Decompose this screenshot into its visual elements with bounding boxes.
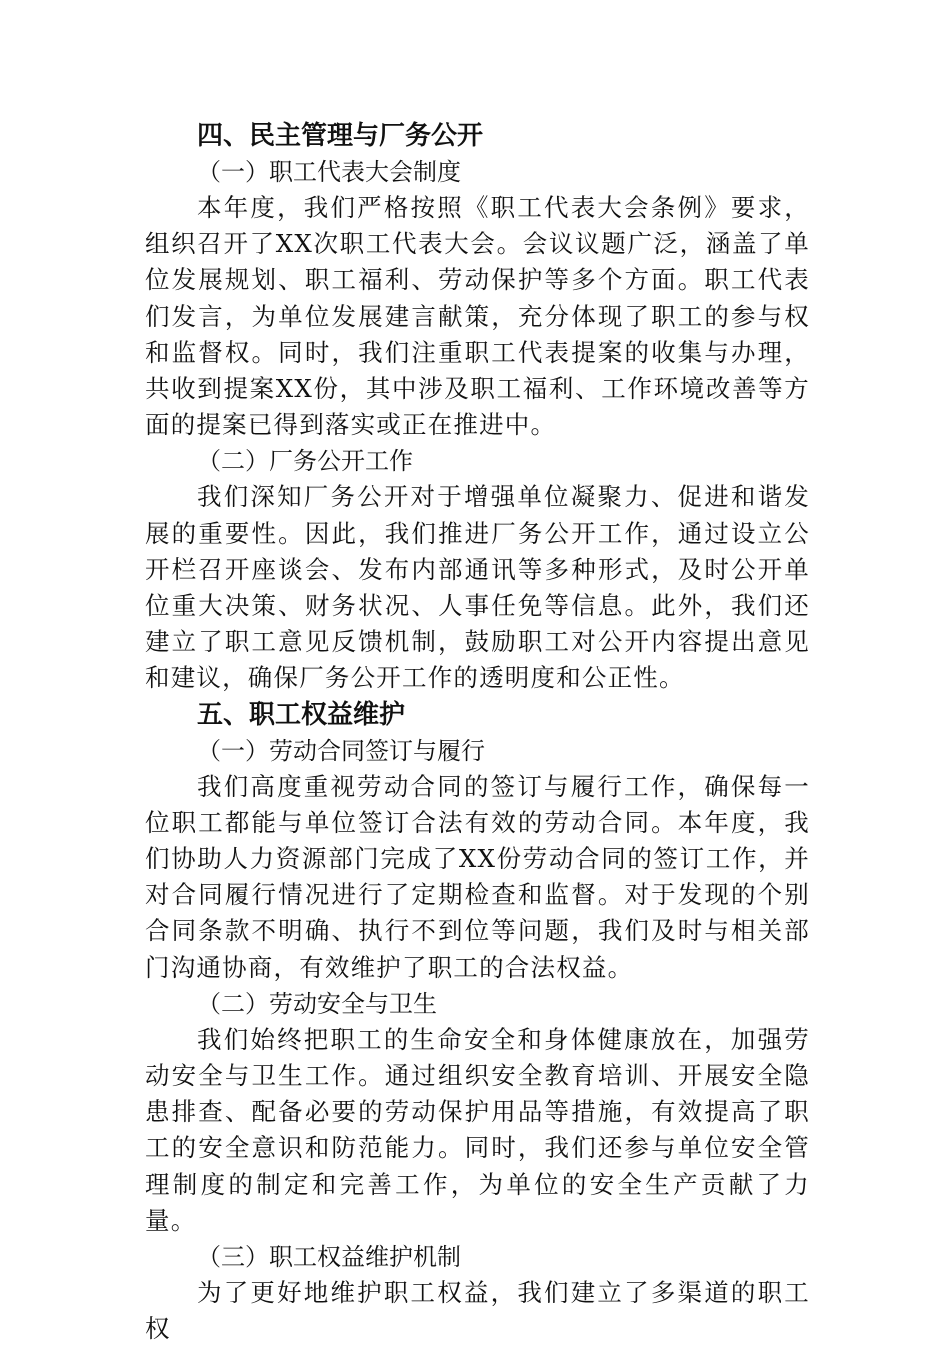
paragraph: 我们始终把职工的生命安全和身体健康放在，加强劳动安全与卫生工作。通过组织安全教育培训、开展安全隐患排查、配备必要的劳动保护用品等措施，有效提高了职工的安全意识和防范能力。同时，我们还参与单位安全管理制度的制定和完善工作，为单位的安全生产贡献了力量。 (145, 1024, 810, 1235)
subsection-heading: （三）职工权益维护机制 (197, 1243, 461, 1272)
document-body (145, 118, 810, 1347)
section-heading: 五、职工权益维护 (197, 699, 406, 730)
paragraph: 我们深知厂务公开对于增强单位凝聚力、促进和谐发展的重要性。因此，我们推进厂务公开工作，通过设立公开栏召开座谈会、发布内部通讯等多种形式，及时公开单位重大决策、财务状况、人事任免等信息。此外，我们还建立了职工意见反馈机制，鼓励职工对公开内容提出意见和建议，确保厂务公开工作的透明度和公正性。 (145, 482, 810, 693)
subsection-heading: （二）厂务公开工作 (197, 447, 413, 476)
subsection-heading: （一）劳动合同签订与履行 (197, 736, 485, 765)
subsection-heading: （一）职工代表大会制度 (197, 158, 461, 186)
section-heading: 四、民主管理与厂务公开 (197, 121, 484, 151)
subsection-heading: （二）劳动安全与卫生 (197, 989, 437, 1018)
paragraph: 我们高度重视劳动合同的签订与履行工作，确保每一位职工都能与单位签订合法有效的劳动合同。本年度，我们协助人力资源部门完成了XX份劳动合同的签订工作，并对合同履行情况进行了定期检查和监督。对于发现的个别合同条款不明确、执行不到位等问题，我们及时与相关部门沟通协商，有效维护了职工的合法权益。 (145, 771, 810, 982)
paragraph: 本年度，我们严格按照《职工代表大会条例》要求，组织召开了XX次职工代表大会。会议议题广泛，涵盖了单位发展规划、职工福利、劳动保护等多个方面。职工代表们发言，为单位发展建言献策，充分体现了职工的参与权和监督权。同时，我们注重职工代表提案的收集与办理，共收到提案XX份，其中涉及职工福利、工作环境改善等方面的提案已得到落实或正在推进中。 (145, 193, 810, 440)
paragraph: 为了更好地维护职工权益，我们建立了多渠道的职工权 (145, 1278, 810, 1344)
